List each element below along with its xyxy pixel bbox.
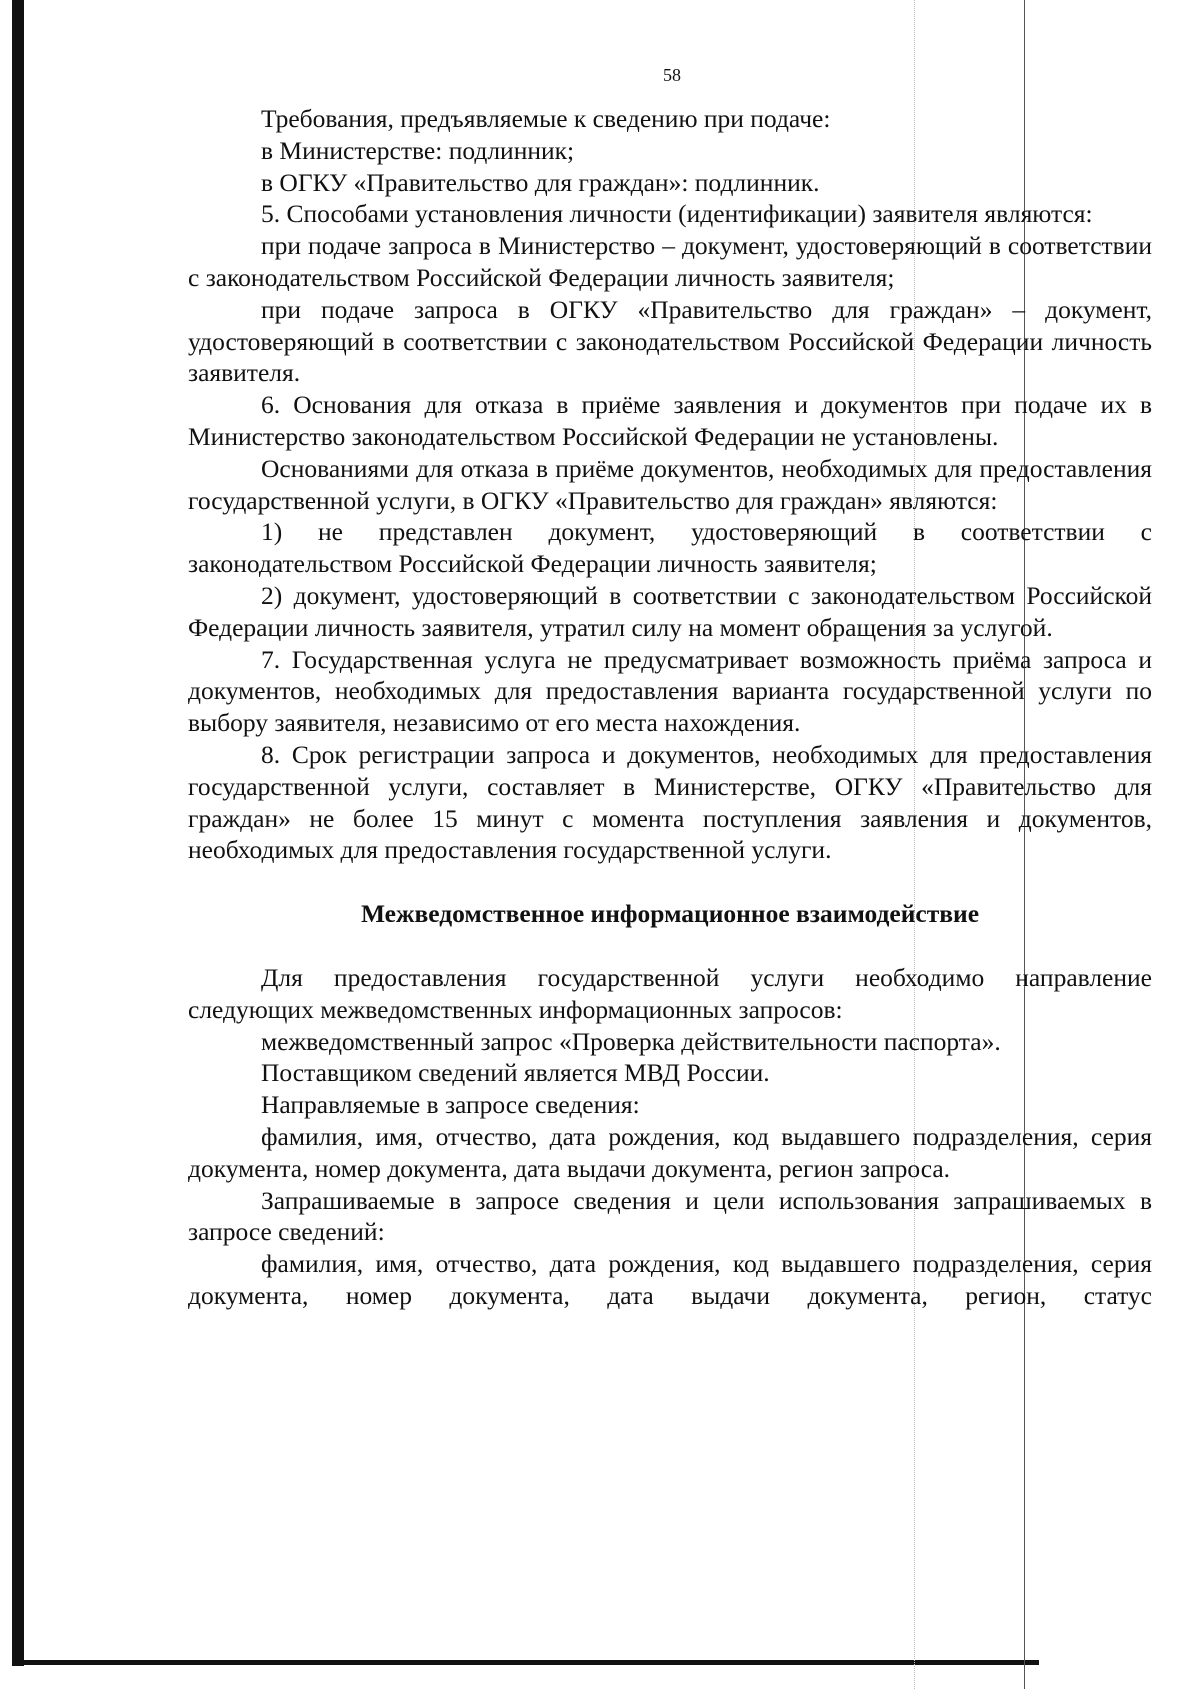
paragraph: межведомственный запрос «Проверка действительности паспорта». xyxy=(261,1026,1001,1056)
scan-left-edge xyxy=(12,0,24,1666)
paragraph: 5. Способами установления личности (идентификации) заявителя являются: xyxy=(261,199,1093,229)
paragraph: Требования, предъявляемые к сведению при подаче: xyxy=(261,104,831,133)
paragraph: 6. Основания для отказа в приёме заявления и документов при подаче их в Министерство законодательством Российской Федерации не установлены. xyxy=(188,390,1152,451)
paragraph: 1) не представлен документ, удостоверяющий в соответствии с законодательством Российской Федерации личность заявителя; xyxy=(188,517,1152,579)
paragraph: в ОГКУ «Правительство для граждан»: подлинник. xyxy=(261,167,820,197)
paragraph: 7. Государственная услуга не предусматривает возможность приёма запроса и документов, необходимых для предоставления варианта государственной услуги по выбору заявителя, независимо от его места нахождения. xyxy=(188,644,1152,738)
paragraph: в Министерстве: подлинник; xyxy=(261,135,575,165)
paragraph-last: фамилия, имя, отчество, дата рождения, код выдавшего подразделения, серия документа, номер документа, дата выдачи документа, регион, статус xyxy=(188,1249,1152,1310)
paragraph: Для предоставления государственной услуги необходимо направление следующих межведомственных информационных запросов: xyxy=(188,962,1152,1024)
paragraph: 2) документ, удостоверяющий в соответствии с законодательством Российской Федерации личность заявителя, утратил силу на момент обращения за услугой. xyxy=(188,580,1152,642)
section-heading: Межведомственное информационное взаимодействие xyxy=(360,899,980,929)
page-number: 58 xyxy=(663,65,681,85)
paragraph: 8. Срок регистрации запроса и документов, необходимых для предоставления государственной услуги, составляет в Министерстве, ОГКУ «Правительство для граждан» не более 15 минут с момента поступления заявления и документов, необходимых для предоставления государственной услуги. xyxy=(188,739,1152,865)
paragraph: Поставщиком сведений является МВД России. xyxy=(261,1058,770,1088)
document-body xyxy=(188,103,1152,1312)
paragraph: при подаче запроса в Министерство – документ, удостоверяющий в соответствии с законодательством Российской Федерации личность заявителя; xyxy=(188,231,1152,292)
paragraph: Запрашиваемые в запросе сведения и цели использования запрашиваемых в запросе сведений: xyxy=(188,1185,1152,1247)
paragraph: Основаниями для отказа в приёме документов, необходимых для предоставления государственной услуги, в ОГКУ «Правительство для граждан» являются: xyxy=(188,453,1152,515)
paragraph: фамилия, имя, отчество, дата рождения, код выдавшего подразделения, серия документа, номер документа, дата выдачи документа, регион запроса. xyxy=(188,1121,1152,1183)
paragraph: Направляемые в запросе сведения: xyxy=(261,1090,640,1120)
paragraph: при подаче запроса в ОГКУ «Правительство для граждан» – документ, удостоверяющий в соответствии с законодательством Российской Федерации личность заявителя. xyxy=(188,294,1152,388)
scan-bottom-edge xyxy=(24,1660,1039,1665)
